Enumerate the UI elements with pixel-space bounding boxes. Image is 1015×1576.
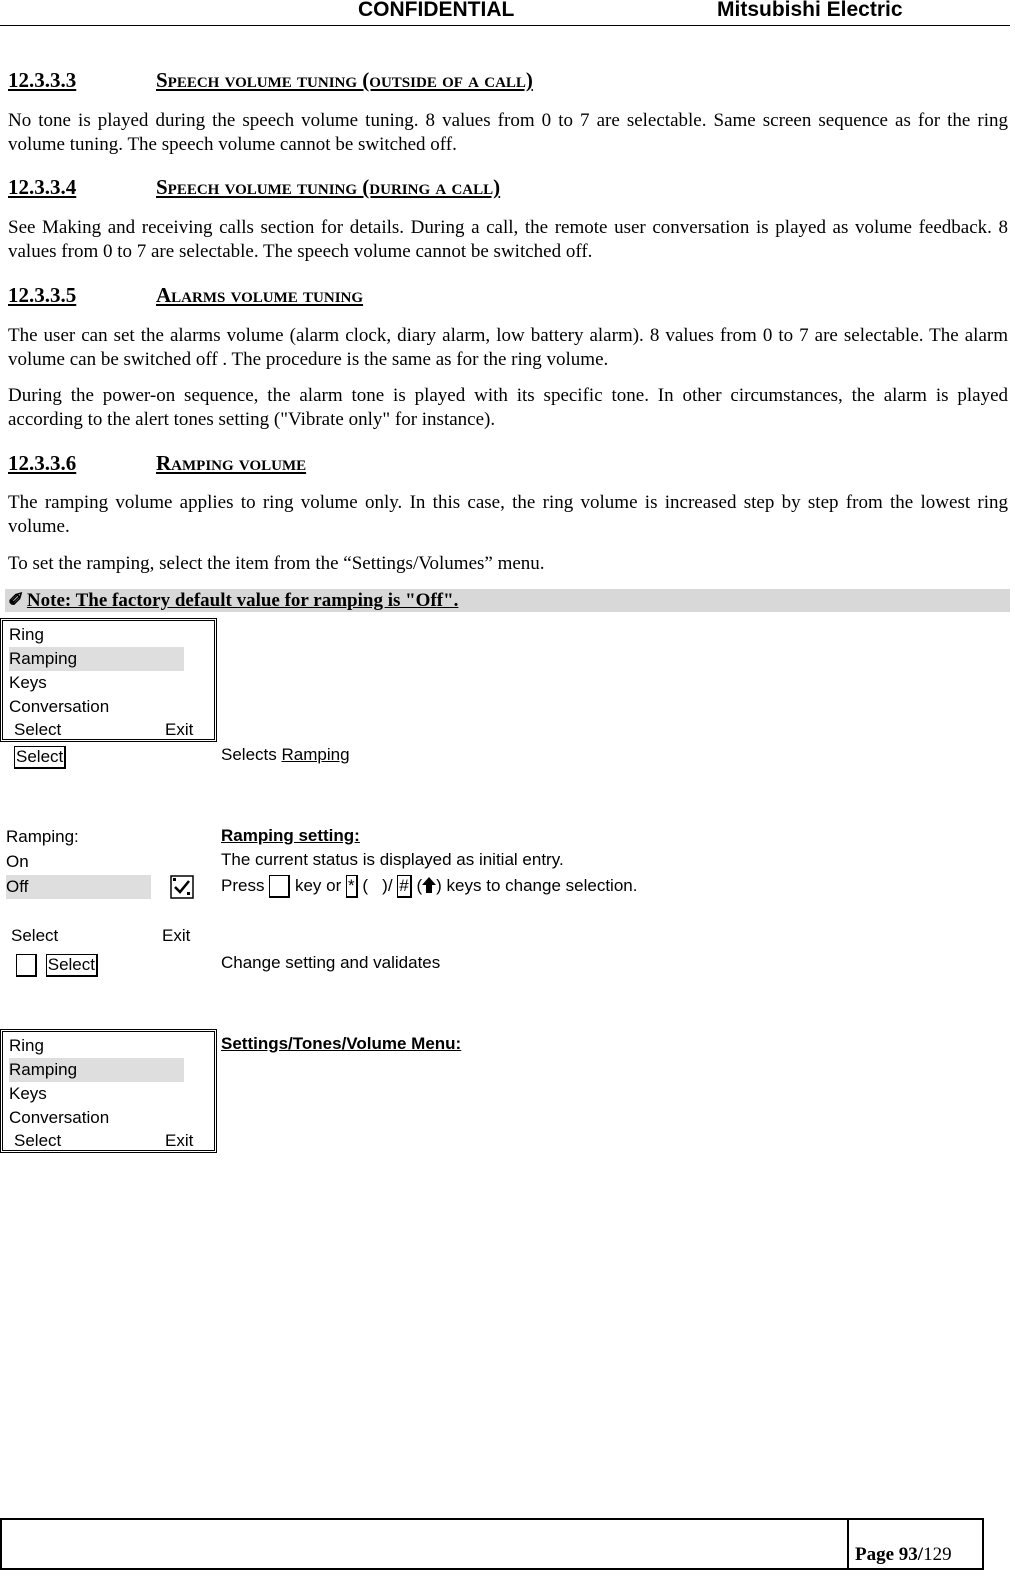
paragraph: No tone is played during the speech volume tuning. 8 values from 0 to 7 are selectable. Same screen sequence as for the ring volume tuning. The speech volume cannot be switched off. xyxy=(8,110,1008,155)
step-description xyxy=(221,743,350,767)
pencil-icon: ✐ xyxy=(8,590,24,611)
section-number: 12.3.3.4 xyxy=(8,175,77,199)
menu-item-keys[interactable]: Keys xyxy=(9,1084,47,1103)
phone-screen-volumes-menu xyxy=(0,1029,217,1153)
section-title: Speech volume tuning (outside of a call) xyxy=(156,68,533,92)
step-keys xyxy=(16,953,98,977)
footer-divider xyxy=(847,1520,849,1568)
screen-title-ramping: Ramping: xyxy=(6,827,79,846)
step-key xyxy=(14,745,66,769)
page-total: 129 xyxy=(923,1544,952,1565)
option-off[interactable]: Off xyxy=(6,875,151,899)
paragraph: The ramping volume applies to ring volume only. In this case, the ring volume is increased step by step from the lowest ring volume. xyxy=(8,492,1008,537)
page-header xyxy=(0,0,1010,26)
softkey-exit[interactable]: Exit xyxy=(165,1131,194,1150)
note-text: Note: The factory default value for ramping is "Off". xyxy=(26,590,459,611)
selected-check-icon xyxy=(170,875,194,899)
step-description: Change setting and validates xyxy=(221,953,441,972)
section-title: Ramping volume xyxy=(156,451,307,475)
softkey-select[interactable]: Select xyxy=(14,1131,62,1150)
section-heading xyxy=(8,283,363,308)
nav-key-icon[interactable] xyxy=(16,954,37,977)
ramping-setting-keys xyxy=(221,874,637,900)
select-key[interactable]: Select xyxy=(14,746,66,769)
section-heading xyxy=(8,451,306,476)
company-name: Mitsubishi Electric xyxy=(717,0,903,21)
softkey-select[interactable]: Select xyxy=(14,720,62,739)
paragraph: To set the ramping, select the item from the “Settings/Volumes” menu. xyxy=(8,553,545,574)
step-desc-text: Selects xyxy=(221,745,282,764)
paren-close: )/ xyxy=(382,876,393,895)
ramping-setting-description xyxy=(221,824,637,900)
section-heading xyxy=(8,68,533,93)
page-number xyxy=(855,1544,952,1566)
softkey-select[interactable]: Select xyxy=(11,926,59,945)
press-label: Press xyxy=(221,876,265,895)
volume-menu-title: Settings/Tones/Volume Menu: xyxy=(221,1034,462,1053)
ramping-setting-title: Ramping setting: xyxy=(221,826,360,845)
menu-item-ramping[interactable]: Ramping xyxy=(9,647,184,671)
key-or-label: key or xyxy=(294,876,342,895)
phone-screen-ramping-setting xyxy=(0,822,216,948)
page-footer xyxy=(0,1518,984,1570)
menu-item-ring[interactable]: Ring xyxy=(9,1036,44,1055)
menu-item-conversation[interactable]: Conversation xyxy=(9,697,110,716)
up-arrow-icon xyxy=(422,876,436,900)
paragraph: The user can set the alarms volume (alarm clock, diary alarm, low battery alarm). 8 values from 0 to 7 are selectable. The alarm volume can be switched off . The procedure is the same as for the ring volume. xyxy=(8,325,1008,370)
softkey-exit[interactable]: Exit xyxy=(162,926,191,945)
note-banner xyxy=(5,589,1010,612)
section-title: Alarms volume tuning xyxy=(156,283,364,307)
ramping-reference: Ramping xyxy=(281,745,350,764)
confidential-label: CONFIDENTIAL xyxy=(358,0,515,21)
softkey-exit[interactable]: Exit xyxy=(165,720,194,739)
menu-item-keys[interactable]: Keys xyxy=(9,673,47,692)
select-key[interactable]: Select xyxy=(46,954,98,977)
section-heading xyxy=(8,175,500,200)
hash-key[interactable]: # xyxy=(397,875,411,898)
menu-item-ring[interactable]: Ring xyxy=(9,625,44,644)
page-label: Page 93/ xyxy=(855,1544,924,1565)
phone-screen-volumes-menu xyxy=(0,618,217,742)
section-title: Speech volume tuning (during a call) xyxy=(156,175,501,199)
star-key[interactable]: * xyxy=(346,875,358,898)
paragraph: During the power-on sequence, the alarm tone is played with its specific tone. In other circumstances, the alarm is played according to the alert tones setting ("Vibrate only" for instance). xyxy=(8,385,1008,430)
option-on[interactable]: On xyxy=(6,852,29,871)
ramping-setting-line: The current status is displayed as initial entry. xyxy=(221,850,564,869)
section-number: 12.3.3.3 xyxy=(8,68,77,92)
up-paren-close: ) keys to change selection. xyxy=(436,876,638,895)
up-paren-open: ( xyxy=(416,876,423,895)
nav-key-icon[interactable] xyxy=(269,875,290,898)
menu-item-conversation[interactable]: Conversation xyxy=(9,1108,110,1127)
paren-open: ( xyxy=(362,876,368,895)
paragraph: See Making and receiving calls section for details. During a call, the remote user conversation is played as volume feedback. 8 values from 0 to 7 are selectable. The speech volume cannot be switched off. xyxy=(8,217,1008,262)
section-number: 12.3.3.5 xyxy=(8,283,77,307)
section-number: 12.3.3.6 xyxy=(8,451,77,475)
menu-item-ramping[interactable]: Ramping xyxy=(9,1058,184,1082)
